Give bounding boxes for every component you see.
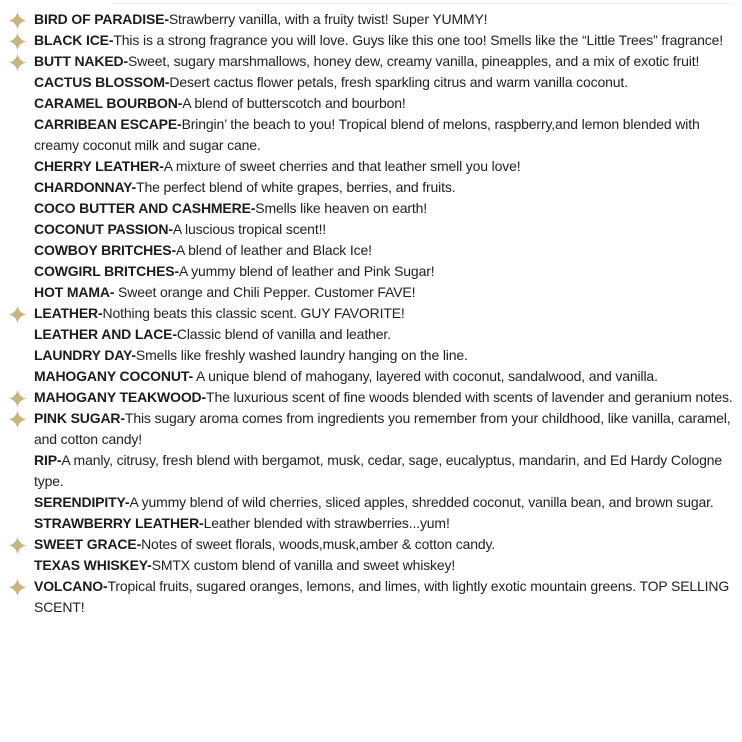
scent-name: COCONUT PASSION- <box>34 221 173 237</box>
list-item <box>0 408 742 450</box>
list-item <box>0 72 742 93</box>
scent-description: Sweet orange and Chili Pepper. Customer FAVE! <box>114 284 416 300</box>
scent-entry <box>34 387 742 408</box>
scent-name: TEXAS WHISKEY- <box>34 557 152 573</box>
scent-entry <box>34 198 742 219</box>
scent-entry <box>34 261 742 282</box>
scent-name: PINK SUGAR- <box>34 410 125 426</box>
scent-name: VOLCANO- <box>34 578 108 594</box>
scent-description: Strawberry vanilla, with a fruity twist! Super YUMMY! <box>168 11 488 27</box>
scent-name: CHERRY LEATHER- <box>34 158 164 174</box>
scent-description: Notes of sweet florals, woods,musk,amber & cotton candy. <box>141 536 496 552</box>
scent-description: This is a strong fragrance you will love. Guys like this one too! Smells like the “Little Trees” fragrance! <box>113 32 723 48</box>
scent-description: Smells like freshly washed laundry hanging on the line. <box>135 347 468 363</box>
scent-name: CHARDONNAY- <box>34 179 137 195</box>
sparkle-icon <box>0 387 34 408</box>
list-item <box>0 93 742 114</box>
sparkle-icon <box>0 408 34 429</box>
scent-description: A unique blend of mahogany, layered with coconut, sandalwood, and vanilla. <box>192 368 658 384</box>
list-item <box>0 30 742 51</box>
list-item <box>0 576 742 618</box>
list-item <box>0 324 742 345</box>
scent-entry <box>34 450 742 492</box>
scent-name: LEATHER AND LACE- <box>34 326 177 342</box>
list-item <box>0 240 742 261</box>
scent-description: Bringin’ the beach to you! Tropical blend of melons, raspberry,and lemon blended with creamy coconut milk and sugar cane. <box>34 116 700 153</box>
list-item <box>0 9 742 30</box>
list-item <box>0 450 742 492</box>
scent-description: A blend of leather and Black Ice! <box>176 242 372 258</box>
scent-description: The luxurious scent of fine woods blended with scents of lavender and geranium notes. <box>206 389 733 405</box>
scent-name: STRAWBERRY LEATHER- <box>34 515 204 531</box>
list-item <box>0 198 742 219</box>
scent-entry <box>34 9 742 30</box>
top-divider <box>112 3 734 4</box>
scent-name: SERENDIPITY- <box>34 494 130 510</box>
list-item <box>0 51 742 72</box>
list-item <box>0 282 742 303</box>
scent-name: CARRIBEAN ESCAPE- <box>34 116 182 132</box>
scent-name: CARAMEL BOURBON- <box>34 95 183 111</box>
scent-entry <box>34 240 742 261</box>
scent-entry <box>34 156 742 177</box>
scent-description: Tropical fruits, sugared oranges, lemons, and limes, with lightly exotic mountain greens. TOP SELLING SCENT! <box>34 578 730 615</box>
scent-description: A yummy blend of wild cherries, sliced apples, shredded coconut, vanilla bean, and brown sugar. <box>129 494 714 510</box>
scent-name: COCO BUTTER AND CASHMERE- <box>34 200 256 216</box>
scent-entry <box>34 72 742 93</box>
scent-entry <box>34 408 742 450</box>
scent-entry <box>34 576 742 618</box>
sparkle-icon <box>0 51 34 72</box>
scent-name: MAHOGANY COCONUT- <box>34 368 193 384</box>
sparkle-icon <box>0 303 34 324</box>
scent-description: Desert cactus flower petals, fresh sparkling citrus and warm vanilla coconut. <box>169 74 628 90</box>
scent-entry <box>34 345 742 366</box>
list-item <box>0 303 742 324</box>
scent-description: A mixture of sweet cherries and that leather smell you love! <box>163 158 521 174</box>
scent-name: BUTT NAKED- <box>34 53 129 69</box>
scent-description: A luscious tropical scent!! <box>172 221 327 237</box>
scent-entry <box>34 282 742 303</box>
scent-name: SWEET GRACE- <box>34 536 142 552</box>
list-item <box>0 219 742 240</box>
scent-entry <box>34 555 742 576</box>
scent-entry <box>34 177 742 198</box>
scent-entry <box>34 303 742 324</box>
list-item <box>0 156 742 177</box>
list-item <box>0 114 742 156</box>
scent-name: COWBOY BRITCHES- <box>34 242 177 258</box>
scent-name: BLACK ICE- <box>34 32 114 48</box>
list-item <box>0 345 742 366</box>
scent-name: COWGIRL BRITCHES- <box>34 263 179 279</box>
scent-name: BIRD OF PARADISE- <box>34 11 169 27</box>
scent-entry <box>34 51 742 72</box>
sparkle-icon <box>0 576 34 597</box>
scent-list <box>0 9 742 618</box>
scent-description: A blend of butterscotch and bourbon! <box>182 95 406 111</box>
scent-name: MAHOGANY TEAKWOOD- <box>34 389 207 405</box>
scent-entry <box>34 114 742 156</box>
sparkle-icon <box>0 9 34 30</box>
scent-description: Nothing beats this classic scent. GUY FAVORITE! <box>102 305 405 321</box>
scent-description: A yummy blend of leather and Pink Sugar! <box>178 263 435 279</box>
list-item <box>0 366 742 387</box>
scent-description: SMTX custom blend of vanilla and sweet whiskey! <box>151 557 456 573</box>
scent-entry <box>34 534 742 555</box>
list-item <box>0 177 742 198</box>
scent-description: A manly, citrusy, fresh blend with bergamot, musk, cedar, sage, eucalyptus, mandarin, and Ed Hardy Cologne type. <box>34 452 722 489</box>
scent-name: LEATHER- <box>34 305 103 321</box>
list-item <box>0 261 742 282</box>
scent-entry <box>34 324 742 345</box>
list-item <box>0 492 742 513</box>
scent-name: HOT MAMA- <box>34 284 115 300</box>
scent-description: Smells like heaven on earth! <box>255 200 427 216</box>
sparkle-icon <box>0 30 34 51</box>
scent-description: The perfect blend of white grapes, berries, and fruits. <box>136 179 456 195</box>
list-item <box>0 534 742 555</box>
list-item <box>0 513 742 534</box>
scent-name: LAUNDRY DAY- <box>34 347 136 363</box>
scent-description: Leather blended with strawberries...yum! <box>203 515 450 531</box>
scent-entry <box>34 93 742 114</box>
list-item <box>0 555 742 576</box>
scent-description: This sugary aroma comes from ingredients you remember from your childhood, like vanilla, caramel, and cotton candy! <box>34 410 731 447</box>
scent-entry <box>34 30 742 51</box>
scent-description: Sweet, sugary marshmallows, honey dew, creamy vanilla, pineapples, and a mix of exotic fruit! <box>128 53 700 69</box>
scent-name: CACTUS BLOSSOM- <box>34 74 170 90</box>
sparkle-icon <box>0 534 34 555</box>
scent-description: Classic blend of vanilla and leather. <box>176 326 391 342</box>
scent-entry <box>34 492 742 513</box>
scent-entry <box>34 366 742 387</box>
scent-entry <box>34 219 742 240</box>
scent-entry <box>34 513 742 534</box>
list-item <box>0 387 742 408</box>
scent-name: RIP- <box>34 452 62 468</box>
